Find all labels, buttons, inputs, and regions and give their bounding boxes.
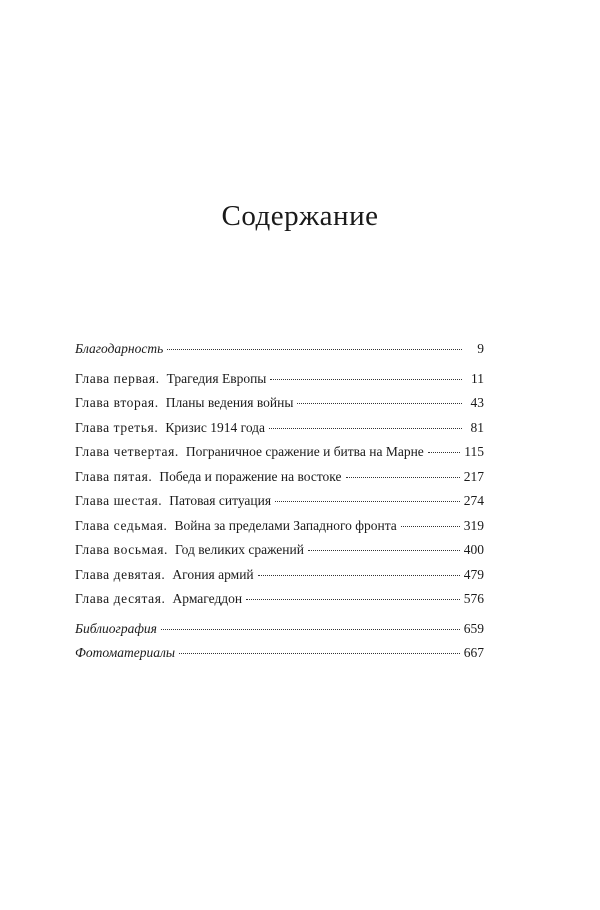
chapter-number: Глава десятая.	[75, 591, 166, 606]
chapter-title: Агония армий	[172, 566, 254, 582]
dot-leader	[258, 575, 460, 576]
dot-leader	[167, 349, 462, 350]
dot-leader	[179, 653, 460, 654]
toc-entry-chapter-5[interactable]	[75, 469, 484, 494]
chapter-number: Глава девятая.	[75, 566, 166, 582]
toc-entry-chapter-2[interactable]	[75, 395, 484, 420]
toc-page-number: 81	[470, 419, 484, 435]
chapter-number: Глава первая.	[75, 370, 160, 386]
chapter-title: Трагедия Европы	[166, 370, 267, 386]
dot-leader	[161, 629, 460, 630]
toc-page-number: 115	[464, 444, 484, 459]
toc-page-number: 9	[477, 341, 484, 356]
toc-entry-chapter-7[interactable]	[75, 518, 484, 543]
chapter-number: Глава третья.	[75, 419, 159, 435]
toc-page-number: 11	[471, 370, 484, 386]
dot-leader	[270, 379, 462, 380]
chapter-title: Кризис 1914 года	[165, 419, 266, 435]
chapter-title: Война за пределами Западного фронта	[174, 517, 397, 533]
dot-leader	[246, 599, 460, 600]
chapter-number: Глава седьмая.	[75, 517, 168, 533]
toc-entry-chapter-8[interactable]	[75, 542, 484, 567]
dot-leader	[297, 403, 462, 404]
chapter-number: Глава четвертая.	[75, 444, 179, 459]
chapter-number: Глава пятая.	[75, 468, 153, 484]
page-title: Содержание	[221, 200, 379, 232]
chapter-title: Планы ведения войны	[165, 395, 294, 410]
toc-entry-chapter-10[interactable]	[75, 591, 484, 616]
toc-entry-label: Библиография	[75, 620, 157, 636]
toc-page-number: 667	[463, 645, 484, 660]
toc-entry-bibliography[interactable]	[75, 621, 484, 646]
toc-page-number: 400	[463, 542, 484, 557]
chapter-number: Глава вторая.	[75, 395, 159, 410]
chapter-title: Пограничное сражение и битва на Марне	[185, 444, 424, 459]
chapter-title: Победа и поражение на востоке	[159, 468, 342, 484]
dot-leader	[346, 477, 460, 478]
toc-page-number: 479	[463, 566, 484, 582]
chapter-number: Глава восьмая.	[75, 542, 169, 557]
toc-page-number: 576	[463, 591, 484, 606]
chapter-title: Армагеддон	[172, 591, 243, 606]
chapter-title: Патовая ситуация	[169, 493, 272, 508]
toc-page-number: 274	[463, 493, 484, 508]
dot-leader	[401, 526, 460, 527]
toc-entry-chapter-4[interactable]	[75, 444, 484, 469]
toc-entry-chapter-1[interactable]	[75, 371, 484, 396]
toc-page-number: 43	[470, 395, 484, 410]
toc-entry-chapter-9[interactable]	[75, 567, 484, 592]
toc-entry-chapter-6[interactable]	[75, 493, 484, 518]
dot-leader	[275, 501, 460, 502]
toc-entry-label: Фотоматериалы	[75, 645, 175, 660]
dot-leader	[308, 550, 460, 551]
chapter-number: Глава шестая.	[75, 493, 163, 508]
toc-page-number: 319	[463, 517, 484, 533]
chapter-title: Год великих сражений	[175, 542, 304, 557]
toc-entry-acknowledgements[interactable]	[75, 341, 484, 366]
toc-page-number: 217	[463, 468, 484, 484]
dot-leader	[269, 428, 462, 429]
table-of-contents	[75, 341, 484, 670]
toc-entry-chapter-3[interactable]	[75, 420, 484, 445]
toc-page-number: 659	[463, 620, 484, 636]
toc-entry-label: Благодарность	[75, 341, 164, 356]
toc-entry-photos[interactable]	[75, 645, 484, 670]
dot-leader	[428, 452, 460, 453]
